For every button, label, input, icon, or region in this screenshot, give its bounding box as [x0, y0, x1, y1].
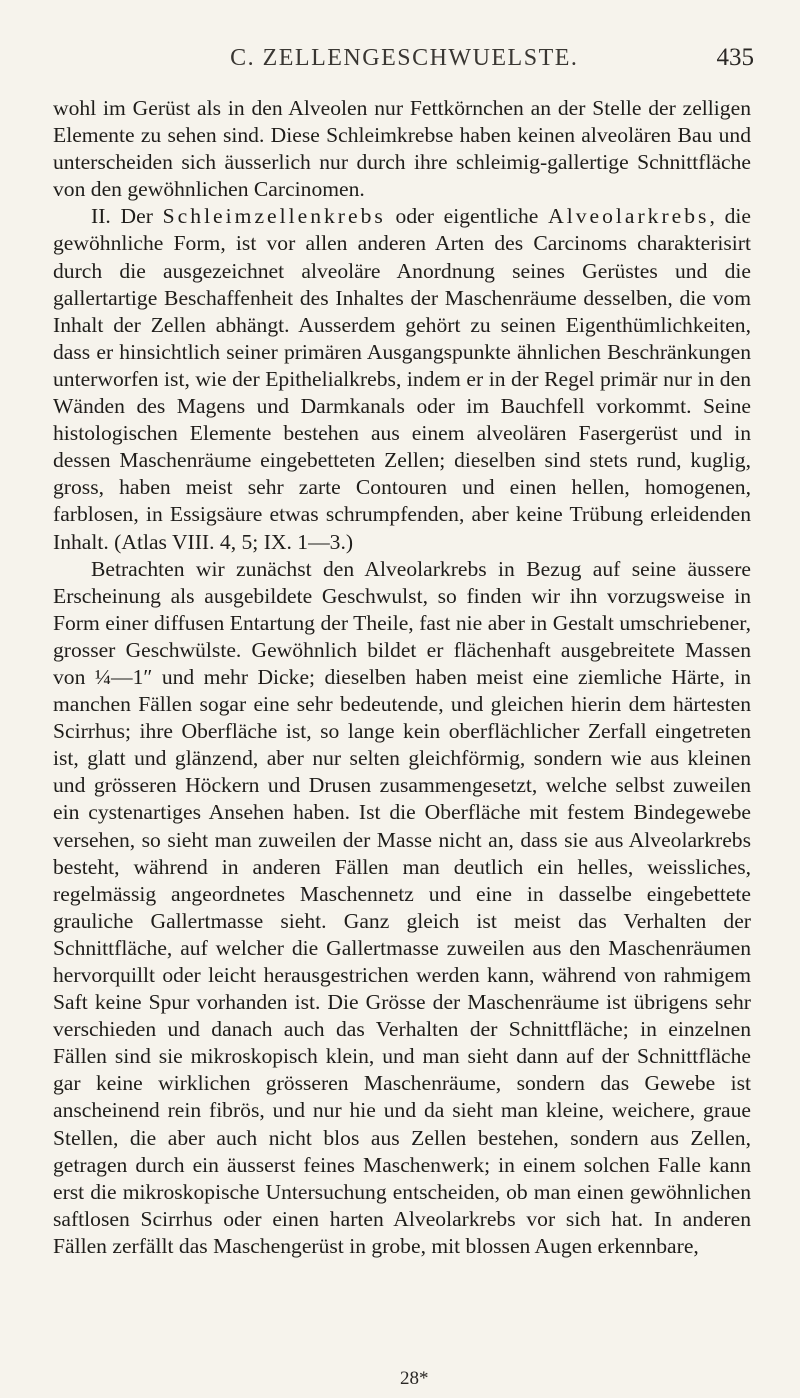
- running-header: [52, 44, 754, 84]
- term-schleimzellenkrebs: Schleimzellenkrebs: [162, 204, 386, 229]
- term-alveolarkrebs: Alveolarkrebs: [548, 204, 710, 229]
- body-text: [53, 95, 751, 1260]
- paragraph-schleimzellenkrebs: [53, 203, 751, 555]
- page-number: 435: [716, 44, 754, 71]
- paragraph-text: , die gewöhnliche Form, ist vor allen anderen Arten des Carcinoms charakterisirt durch die ausgezeichnet alveoläre Anordnung seines Gerüstes und die gallertartige Beschaffenheit des Inhaltes der Maschenräume desselben, die vom Inhalt der Zellen abhängt. Ausserdem gehört zu seinen Eigenthümlichkeiten, dass er hinsichtlich seiner primären Ausgangspunkte ähnlichen Beschränkungen unterworfen ist, wie der Epithelialkrebs, indem er in der Regel primär nur in den Wänden des Magens und Darmkanals oder im Bauchfell vorkommt. Seine histologischen Elemente bestehen aus einem alveolären Fasergerüst und in dessen Maschenräume eingebetteten Zellen; dieselben sind stets rund, kuglig, gross, haben meist sehr zarte Contouren und einen hellen, homogenen, farblosen, in Essigsäure etwas schrumpfenden, aber keine Trübung erleidenden Inhalt. (Atlas VIII. 4, 5; IX. 1—3.): [53, 204, 752, 554]
- section-number: II. Der: [91, 204, 163, 229]
- paragraph-text: oder eigentliche: [385, 204, 549, 229]
- signature-mark: 28*: [400, 1368, 429, 1389]
- paragraph-appearance: Betrachten wir zunächst den Alveolarkrebs in Bezug auf seine äussere Erscheinung als ausgebildete Geschwulst, so finden wir ihn vorzugsweise in Form einer diffusen Entartung der Theile, fast nie aber in Gestalt umschriebener, grosser Geschwülste. Gewöhnlich bildet er flächenhaft ausgebreitete Massen von ¼—1″ und mehr Dicke; dieselben haben meist eine ziemliche Härte, in manchen Fällen sogar eine sehr bedeutende, und gleichen hierin dem härtesten Scirrhus; ihre Oberfläche ist, so lange kein oberflächlicher Zerfall eingetreten ist, glatt und glänzend, aber nur selten gleichförmig, sondern wie aus kleinen und grösseren Höckern und Drusen zusammengesetzt, welche selbst zuweilen ein cystenartiges Ansehen haben. Ist die Oberfläche mit festem Bindegewebe versehen, so sieht man zuweilen der Masse nicht an, dass sie aus Alveolarkrebs besteht, während in anderen Fällen man deutlich ein helles, weissliches, regelmässig angeordnetes Maschennetz und eine in dasselbe eingebettete grauliche Gallertmasse sieht. Ganz gleich ist meist das Verhalten der Schnittfläche, auf welcher die Gallertmasse zuweilen aus den Maschenräumen hervorquillt oder leicht herausgestrichen werden kann, während von rahmigem Saft keine Spur vorhanden ist. Die Grösse der Maschenräume ist übrigens sehr verschieden und danach auch das Verhalten der Schnittfläche; in einzelnen Fällen sind sie mikroskopisch klein, und man sieht dann auf der Schnittfläche gar keine wirklichen grösseren Maschenräume, sondern das Gewebe ist anscheinend rein fibrös, und nur hie und da sieht man kleine, weichere, graue Stellen, die aber auch nicht blos aus Zellen bestehen, sondern aus Zellen, getragen durch ein äusserst feines Maschenwerk; in einem solchen Falle kann erst die mikroskopische Untersuchung entscheiden, ob man einen gewöhnlichen saftlosen Scirrhus oder einen harten Alveolarkrebs vor sich hat. In anderen Fällen zerfällt das Maschengerüst in grobe, mit blossen Augen erkennbare,: [53, 556, 751, 1258]
- running-title: C. ZELLENGESCHWUELSTE.: [230, 45, 579, 71]
- paragraph-continued: wohl im Gerüst als in den Alveolen nur Fettkörnchen an der Stelle der zelligen Elemente zu sehen sind. Diese Schleimkrebse haben keinen alveolären Bau und unterscheiden sich äusserlich nur durch ihre schleimig-gallertige Schnittfläche von den gewöhnlichen Carcinomen.: [53, 96, 751, 202]
